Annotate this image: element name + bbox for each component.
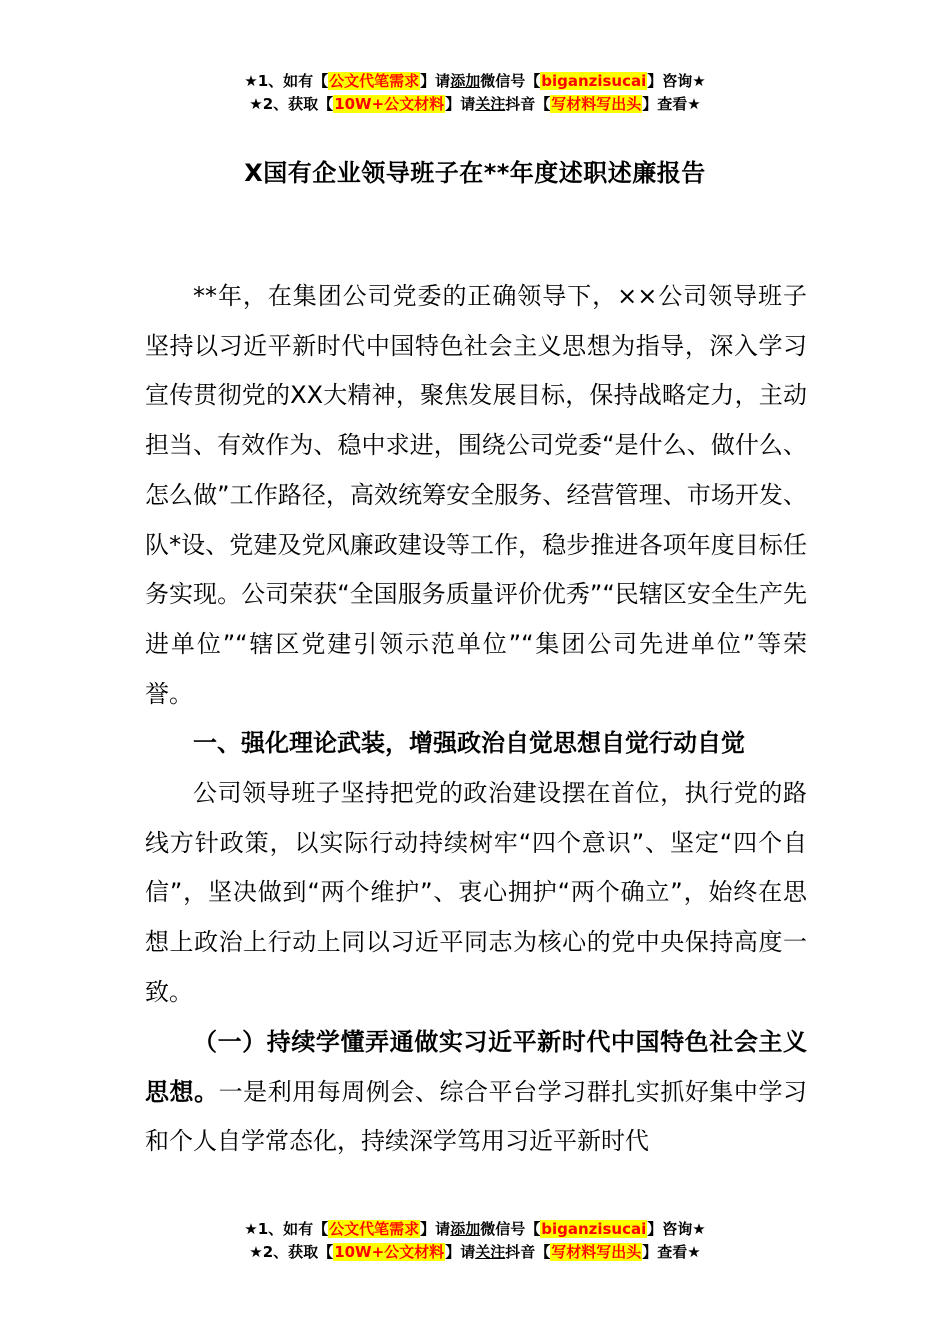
promo-line-1 bbox=[0, 1218, 950, 1241]
promo-footer bbox=[0, 1218, 950, 1264]
section-paragraph: 公司领导班子坚持把党的政治建设摆在首位，执行党的路线方针政策，以实际行动持续树牢“四个意识”、坚定“四个自信”，坚决做到“两个维护”、衷心拥护“两个确立”，始终在思想上政治上行动上同以习近平同志为核心的党中央保持高度一致。 bbox=[145, 779, 807, 1006]
promo-text: 】咨询★ bbox=[647, 72, 706, 90]
promo-text: 】请 bbox=[420, 1220, 451, 1238]
promo-line-2 bbox=[0, 1241, 950, 1264]
promo-text: 】请 bbox=[445, 1243, 476, 1261]
promo-underline: 添加 bbox=[450, 1220, 481, 1238]
promo-highlight: biganzisucai bbox=[541, 1220, 647, 1238]
promo-underline: 添加 bbox=[450, 72, 481, 90]
promo-highlight: biganzisucai bbox=[541, 72, 647, 90]
promo-text: 抖音【 bbox=[505, 95, 551, 113]
promo-text: 】咨询★ bbox=[647, 1220, 706, 1238]
promo-text: ★2、获取【 bbox=[249, 95, 334, 113]
section-heading bbox=[145, 719, 807, 769]
subsection-paragraph bbox=[145, 1018, 807, 1167]
promo-highlight: 10W+公文材料 bbox=[334, 1243, 445, 1261]
promo-text: ★2、获取【 bbox=[249, 1243, 334, 1261]
promo-highlight: 写材料写出头 bbox=[551, 1243, 642, 1261]
section-heading-text: 一、强化理论武装，增强政治自觉思想自觉行动自觉 bbox=[193, 729, 745, 757]
intro-paragraph: **年，在集团公司党委的正确领导下，××公司领导班子坚持以习近平新时代中国特色社会主义思想为指导，深入学习宣传贯彻党的XX大精神，聚焦发展目标，保持战略定力，主动担当、有效作为、稳中求进，围绕公司党委“是什么、做什么、怎么做”工作路径，高效统筹安全服务、经营管理、市场开发、队*设、党建及党风廉政建设等工作，稳步推进各项年度目标任务实现。公司荣获“全国服务质量评价优秀”“民辖区安全生产先进单位”“辖区党建引领示范单位”“集团公司先进单位”等荣誉。 bbox=[145, 282, 807, 708]
subsection-text: 一是利用每周例会、综合平台学习群扎实抓好集中学习和个人自学常态化，持续深学笃用习近平新时代 bbox=[145, 1077, 808, 1156]
promo-highlight: 写材料写出头 bbox=[551, 95, 642, 113]
promo-text: 】请 bbox=[445, 95, 476, 113]
promo-text: 抖音【 bbox=[505, 1243, 551, 1261]
promo-text: 】查看★ bbox=[642, 95, 701, 113]
promo-text: 微信号【 bbox=[480, 1220, 541, 1238]
document-title: X国有企业领导班子在**年度述职述廉报告 bbox=[244, 159, 706, 187]
promo-text: ★1、如有【 bbox=[244, 1220, 329, 1238]
promo-text: 】请 bbox=[420, 72, 451, 90]
promo-line-1 bbox=[0, 70, 950, 93]
promo-text: ★1、如有【 bbox=[244, 72, 329, 90]
promo-highlight: 公文代笔需求 bbox=[329, 1220, 420, 1238]
promo-highlight: 公文代笔需求 bbox=[329, 72, 420, 90]
promo-underline: 关注 bbox=[475, 95, 506, 113]
promo-line-2 bbox=[0, 93, 950, 116]
promo-text: 微信号【 bbox=[480, 72, 541, 90]
promo-header bbox=[0, 70, 950, 116]
subsection-heading: （一）持续学懂弄通做实习近平新时代中国特色社会主义思想。 bbox=[145, 1028, 807, 1106]
promo-underline: 关注 bbox=[475, 1243, 506, 1261]
promo-highlight: 10W+公文材料 bbox=[334, 95, 445, 113]
promo-text: 】查看★ bbox=[642, 1243, 701, 1261]
